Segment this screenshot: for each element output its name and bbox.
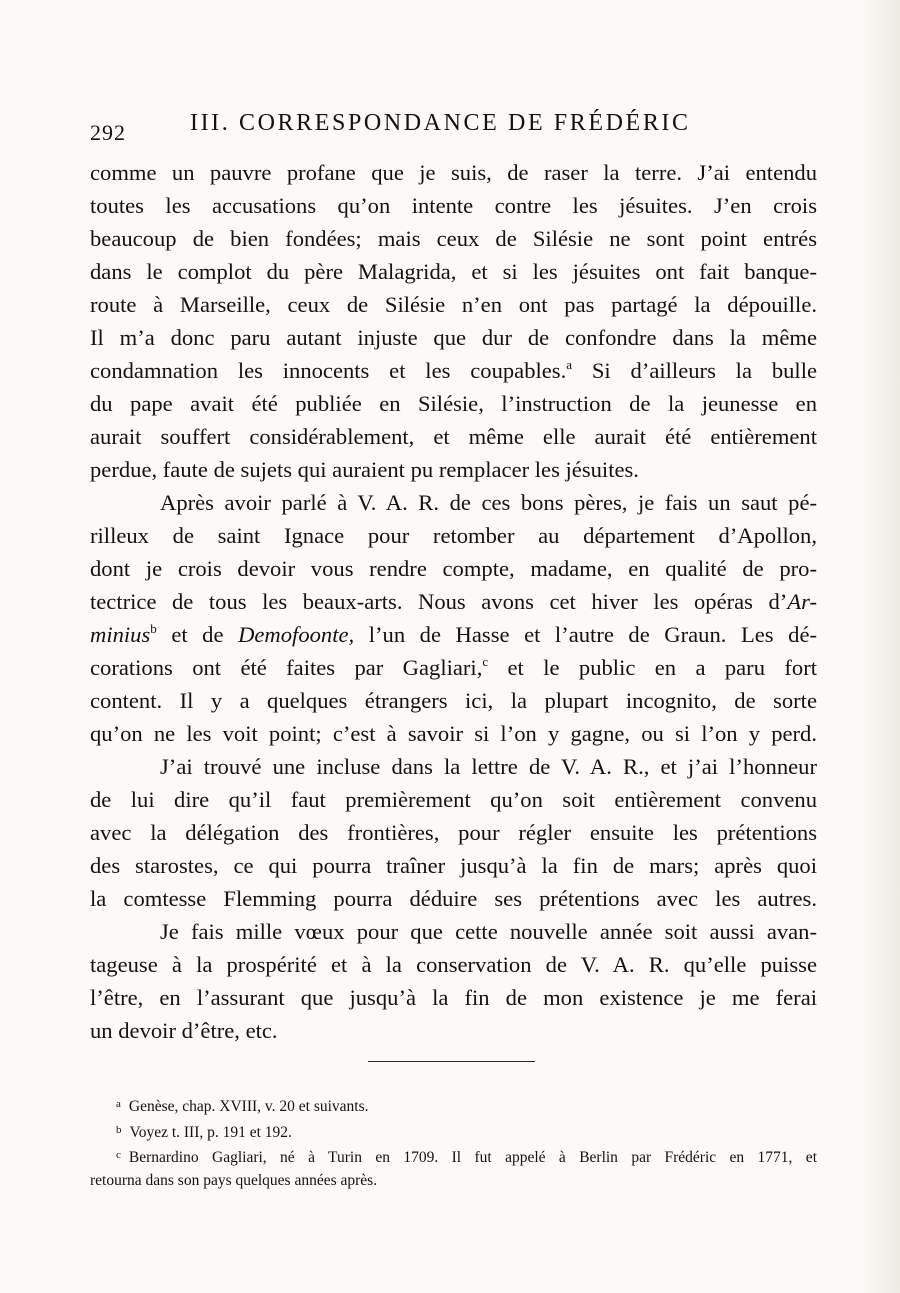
body-line xyxy=(90,618,817,651)
body-line: dans le complot du père Malagrida, et si les jésuites ont fait banque- xyxy=(90,259,817,284)
body-line: du pape avait été publiée en Silésie, l’instruction de la jeunesse en xyxy=(90,391,817,416)
header-title: III. CORRESPONDANCE DE FRÉDÉRIC xyxy=(190,110,691,136)
note-mark: a xyxy=(566,357,573,372)
body-line: avec la délégation des frontières, pour régler ensuite les prétentions xyxy=(90,820,817,845)
footnote-mark: a xyxy=(116,1098,121,1110)
body-line: Il m’a donc paru autant injuste que dur de confondre dans la même xyxy=(90,325,817,350)
body-line: J’ai trouvé une incluse dans la lettre de V. A. R., et j’ai l’honneur xyxy=(160,754,817,779)
body-line xyxy=(90,354,817,387)
body-text-run: corations ont été faites par Gagliari, xyxy=(90,655,483,680)
body-text-run: Si d’ailleurs la bulle xyxy=(591,358,817,383)
body-line: un devoir d’être, etc. xyxy=(90,1018,278,1043)
opera-title: Demofoonte, xyxy=(238,622,355,647)
note-mark: b xyxy=(150,621,157,636)
opera-title: Ar- xyxy=(787,589,817,614)
body-line: la comtesse Flemming pourra déduire ses prétentions avec les autres. xyxy=(90,886,817,911)
body-line: comme un pauvre profane que je suis, de raser la terre. J’ai entendu xyxy=(90,160,817,185)
footnote-text: Bernardino Gagliari, né à Turin en 1709. Il fut appelé à Berlin par Frédéric en 1771, et xyxy=(128,1149,817,1166)
body-text-run: et de xyxy=(171,622,224,647)
body-line: dont je crois devoir vous rendre compte, madame, en qualité de pro- xyxy=(90,556,817,581)
body-line: des starostes, ce qui pourra traîner jusqu’à la fin de mars; après quoi xyxy=(90,853,817,878)
body-line: beaucoup de bien fondées; mais ceux de Silésie ne sont point entrés xyxy=(90,226,817,251)
body-line xyxy=(90,651,817,684)
body-text-run: et le public en a paru fort xyxy=(507,655,817,680)
body-line: Je fais mille vœux pour que cette nouvelle année soit aussi avan- xyxy=(160,919,817,944)
footnote xyxy=(90,1093,817,1119)
body-line: toutes les accusations qu’on intente contre les jésuites. J’en crois xyxy=(90,193,817,218)
page-number: 292 xyxy=(90,120,126,145)
body-line: de lui dire qu’il faut premièrement qu’on soit entièrement convenu xyxy=(90,787,817,812)
body-line: rilleux de saint Ignace pour retomber au département d’Apollon, xyxy=(90,523,817,548)
body-text-run: condamnation les innocents et les coupables. xyxy=(90,358,567,383)
footnote-text: Voyez t. III, p. 191 et 192. xyxy=(129,1123,292,1141)
body-line: route à Marseille, ceux de Silésie n’en ont pas partagé la dépouille. xyxy=(90,292,817,317)
footnote xyxy=(90,1119,817,1145)
letter-body xyxy=(90,156,817,1047)
note-mark: c xyxy=(482,654,489,669)
footnote xyxy=(90,1144,817,1170)
body-line: l’être, en l’assurant que jusqu’à la fin de mon existence je me ferai xyxy=(90,985,817,1010)
body-line: Après avoir parlé à V. A. R. de ces bons pères, je fais un saut pé- xyxy=(160,490,817,515)
footnote-mark: b xyxy=(116,1123,122,1136)
body-text-run: tectrice de tous les beaux-arts. Nous avons cet hiver les opéras d’ xyxy=(90,589,788,614)
body-line: tageuse à la prospérité et à la conservation de V. A. R. qu’elle puisse xyxy=(90,952,817,977)
footnote-text: Genèse, chap. XVIII, v. 20 et suivants. xyxy=(128,1098,369,1115)
body-line xyxy=(90,585,817,618)
opera-title: minius xyxy=(90,622,151,647)
body-line: content. Il y a quelques étrangers ici, la plupart incognito, de sorte xyxy=(90,688,817,713)
body-line: aurait souffert considérablement, et même elle aurait été entièrement xyxy=(90,424,817,449)
footnote-mark: c xyxy=(116,1149,121,1161)
body-text-run: l’un de Hasse et l’autre de Graun. Les dé- xyxy=(368,622,817,647)
page-edge-shadow xyxy=(860,0,900,1293)
body-line: qu’on ne les voit point; c’est à savoir si l’on y gagne, ou si l’on y perd. xyxy=(90,721,817,746)
footnote-continuation: retourna dans son pays quelques années après. xyxy=(90,1171,378,1189)
body-line: perdue, faute de sujets qui auraient pu remplacer les jésuites. xyxy=(90,457,639,482)
running-head xyxy=(90,106,830,146)
footnotes xyxy=(90,1093,817,1192)
footnote-separator xyxy=(368,1061,535,1062)
